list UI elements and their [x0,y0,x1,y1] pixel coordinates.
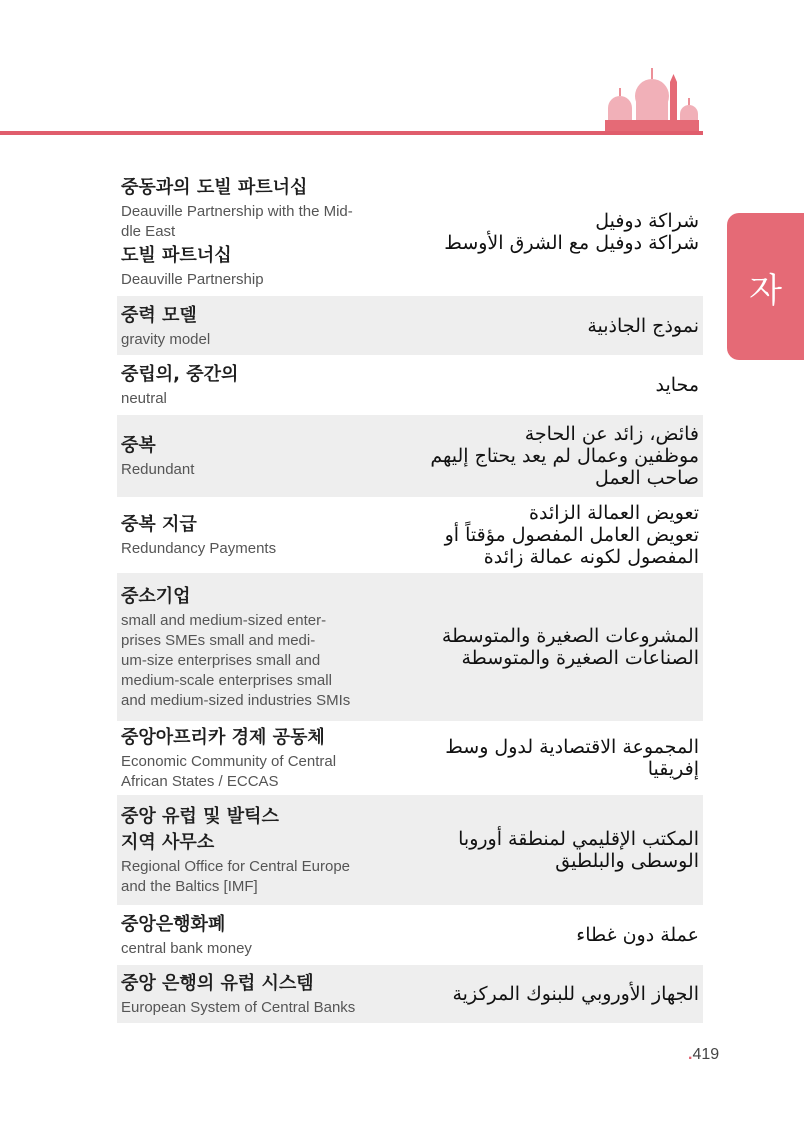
term-cell [121,970,376,1018]
arabic-translation [399,374,699,396]
arabic-translation [399,315,699,337]
glossary-row [117,965,703,1023]
korean-term: 중복 지급 [121,514,197,535]
glossary-row [117,905,703,965]
glossary-row [117,355,703,415]
arabic-line: إفريقيا [647,758,699,780]
arabic-line: شراكة دوفيل [595,210,699,232]
arabic-line: محايد [655,374,699,396]
korean-term: 지역 사무소 [121,832,215,853]
korean-term: 도빌 파트너십 [121,245,232,266]
header-rule [0,131,703,135]
english-term: and the Baltics [IMF] [121,878,258,895]
term-cell [121,724,376,792]
korean-term: 중동과의 도빌 파트너십 [121,177,308,198]
arabic-translation [399,502,699,568]
arabic-line: المكتب الإقليمي لمنطقة أوروبا [458,828,699,850]
english-term: Redundancy Payments [121,540,277,557]
korean-term: 중앙 은행의 유럽 시스템 [121,973,314,994]
term-cell [121,583,376,711]
term-cell [121,174,376,290]
english-term: um-size enterprises small and [121,652,321,669]
arabic-line: موظفين وعمال لم يعد يحتاج إليهم [430,445,699,467]
term-cell [121,361,376,409]
arabic-translation [399,828,699,872]
arabic-line: المجموعة الاقتصادية لدول وسط [445,736,699,758]
glossary-row [117,795,703,905]
term-cell [121,803,376,897]
glossary-row [117,721,703,795]
english-term: Deauville Partnership [121,271,264,288]
arabic-translation [399,423,699,489]
korean-term: 중앙 유럽 및 발틱스 [121,806,279,827]
arabic-line: عملة دون غطاء [576,924,699,946]
arabic-translation [399,210,699,254]
arabic-line: تعويض العامل المفصول مؤقتاً أو [444,524,699,546]
arabic-line: شراكة دوفيل مع الشرق الأوسط [444,232,699,254]
english-term: prises SMEs small and medi- [121,632,316,649]
korean-term: 중립의, 중간의 [121,364,239,385]
glossary-row [117,573,703,721]
glossary-row [117,497,703,573]
korean-term: 중복 [121,435,156,456]
chapter-tab[interactable] [727,213,804,360]
term-cell [121,302,376,350]
term-cell [121,911,376,959]
english-term: Regional Office for Central Europe [121,858,351,875]
mosque-illustration [600,58,704,134]
korean-term: 중소기업 [121,586,191,607]
arabic-translation [399,736,699,780]
english-term: small and medium-sized enter- [121,612,327,629]
korean-term: 중력 모델 [121,304,197,326]
english-term: African States / ECCAS [121,773,279,790]
page-marker-icon: . [688,1046,693,1063]
glossary-row [117,415,703,497]
arabic-line: الوسطى والبلطيق [555,850,699,872]
arabic-line: فائض، زائد عن الحاجة [524,423,699,445]
english-term: European System of Central Banks [121,999,356,1016]
glossary-row [117,296,703,355]
arabic-line: صاحب العمل [595,467,699,489]
korean-term: 중앙아프리카 경제 공동체 [121,727,325,748]
english-term: Redundant [121,461,195,478]
english-term: neutral [121,390,167,407]
arabic-line: المفصول لكونه عمالة زائدة [483,546,699,568]
english-term: gravity model [121,330,211,348]
page-number [688,1046,719,1064]
glossary-table [117,168,703,1023]
english-term: Economic Community of Central [121,753,337,770]
english-term: and medium-sized industries SMIs [121,692,351,709]
term-cell [121,432,376,480]
english-term: medium-scale enterprises small [121,672,332,689]
page-number-text: 419 [692,1046,720,1063]
korean-term: 중앙은행화폐 [121,914,226,935]
arabic-translation [399,924,699,946]
english-term: central bank money [121,940,252,957]
arabic-line: الجهاز الأوروبي للبنوك المركزية [452,983,699,1005]
arabic-translation [399,983,699,1005]
arabic-line: الصناعات الصغيرة والمتوسطة [461,647,699,669]
english-term: dle East [121,223,176,240]
english-term: Deauville Partnership with the Mid- [121,203,353,220]
arabic-translation [399,625,699,669]
chapter-tab-label: 자 [749,271,782,311]
glossary-row [117,168,703,296]
arabic-line: نموذج الجاذبية [587,314,699,337]
arabic-line: المشروعات الصغيرة والمتوسطة [441,625,699,647]
term-cell [121,511,376,559]
arabic-line: تعويض العمالة الزائدة [529,502,699,524]
